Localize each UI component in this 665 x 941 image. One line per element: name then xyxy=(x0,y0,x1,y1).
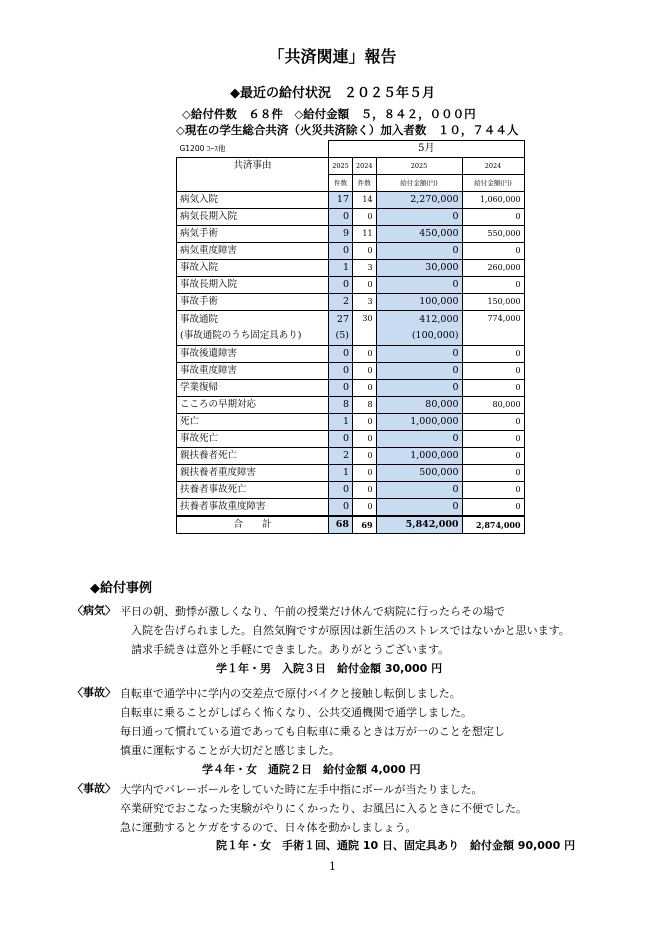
section-heading-benefit-status: ◆最近の給付状況 ２０２５年５月 xyxy=(230,86,435,101)
page-title: 「共済関連」報告 xyxy=(268,47,397,66)
case-text-line: 入院を告げられました。自然気胸ですが原因は新生活のストレスではないかと思います。 xyxy=(131,624,570,637)
table-header-row xyxy=(177,158,525,175)
table-row xyxy=(177,414,525,431)
count-2025: 1 xyxy=(329,414,353,431)
table-row xyxy=(177,243,525,260)
item-name: 事故長期入院 xyxy=(177,277,329,294)
case-text-line: 急に運動するとケガをするので、日々体を動かしましょう。 xyxy=(120,821,417,834)
amount-2025: 0 xyxy=(376,209,462,226)
case-text-line: 自転車で通学中に学内の交差点で原付バイクと接触し転倒しました。 xyxy=(120,687,461,700)
amount-2025-sub: (100,000) xyxy=(411,330,459,341)
item-header: 共済事由 xyxy=(177,158,329,192)
page-number: 1 xyxy=(329,860,336,873)
amount-2024: 0 xyxy=(462,363,524,380)
amount-2024: 0 xyxy=(462,482,524,499)
amount-2024: 0 xyxy=(462,346,524,363)
count-2024: 3 xyxy=(353,260,377,277)
year-2025-count-header: 2025 xyxy=(329,158,353,175)
case-tag: 〈事故〉 xyxy=(72,686,116,699)
count-2025: 0 xyxy=(329,277,353,294)
amount-2025: 450,000 xyxy=(376,226,462,243)
amount-2024: 80,000 xyxy=(462,397,524,414)
item-name: 事故手術 xyxy=(177,294,329,311)
amount-2024: 0 xyxy=(462,380,524,397)
amount-2025: 30,000 xyxy=(376,260,462,277)
item-name: 死亡 xyxy=(177,414,329,431)
amount-2025: 1,000,000 xyxy=(376,414,462,431)
count-2024: 14 xyxy=(353,192,377,209)
total-amount-2025: 5,842,000 xyxy=(376,516,462,534)
count-label-2025: 件数 xyxy=(329,175,353,192)
amount-2025: 80,000 xyxy=(376,397,462,414)
amount-2025: 100,000 xyxy=(376,294,462,311)
count-2024: 0 xyxy=(353,448,377,465)
table-row xyxy=(177,311,525,346)
count-2025: 0 xyxy=(329,482,353,499)
amount-2025: 2,270,000 xyxy=(376,192,462,209)
count-2025 xyxy=(329,311,353,346)
case-tag: 〈事故〉 xyxy=(72,782,116,795)
item-name: 学業復帰 xyxy=(177,380,329,397)
amount-2024: 0 xyxy=(462,277,524,294)
case-text-line: 大学内でバレーボールをしていた時に左手中指にボールが当たりました。 xyxy=(120,783,483,796)
table-row xyxy=(177,363,525,380)
item-name: 親扶養者重度障害 xyxy=(177,465,329,482)
count-2024: 0 xyxy=(353,499,377,517)
item-name: 事故後遺障害 xyxy=(177,346,329,363)
item-name-main: 事故通院 xyxy=(180,314,219,325)
amount-2024: 0 xyxy=(462,243,524,260)
case-text-line: 慎重に運転することが大切だと感じました。 xyxy=(120,744,340,757)
table-row xyxy=(177,346,525,363)
table-row xyxy=(177,277,525,294)
count-2025: 9 xyxy=(329,226,353,243)
count-2024: 11 xyxy=(353,226,377,243)
count-2024: 0 xyxy=(353,277,377,294)
case-result: 学４年・女 通院２日 給付金額 4,000 円 xyxy=(202,763,421,776)
amount-2025: 0 xyxy=(376,431,462,448)
case-text-line: 平日の朝、動悸が激しくなり、午前の授業だけ休んで病院に行ったらその場で xyxy=(120,605,505,618)
member-count-line: ◇現在の学生総合共済（火災共済除く）加入者数 １０，７４４人 xyxy=(176,123,519,137)
count-2025: 0 xyxy=(329,380,353,397)
count-2024: 0 xyxy=(353,346,377,363)
amount-2025-main: 412,000 xyxy=(419,314,459,325)
count-2025: 0 xyxy=(329,431,353,448)
amount-2025: 0 xyxy=(376,346,462,363)
item-name: こころの早期対応 xyxy=(177,397,329,414)
count-2025: 17 xyxy=(329,192,353,209)
item-name: 病気重度障害 xyxy=(177,243,329,260)
case-text-line: 毎日通って慣れている道であっても自転車に乗るときは万が一のことを想定し xyxy=(120,725,505,738)
count-label-2024: 件数 xyxy=(353,175,377,192)
count-2025: 0 xyxy=(329,346,353,363)
count-2025: 1 xyxy=(329,465,353,482)
case-text-line: 卒業研究でおこなった実験がやりにくかったり、お風呂に入るときに不便でした。 xyxy=(120,802,527,815)
count-2024: 8 xyxy=(353,397,377,414)
amount-2024: 550,000 xyxy=(462,226,524,243)
amount-label-2025: 給付金額(円) xyxy=(376,175,462,192)
item-name: 扶養者事故死亡 xyxy=(177,482,329,499)
count-2024: 0 xyxy=(353,465,377,482)
month-header: 5月 xyxy=(329,141,525,158)
amount-2024: 0 xyxy=(462,499,524,517)
item-name: 病気長期入院 xyxy=(177,209,329,226)
benefit-summary-line: ◇給付件数 ６８件 ◇給付金額 ５，８４２，０００円 xyxy=(182,107,476,121)
case-text-line: 自転車に乗ることがしばらく怖くなり、公共交通機関で通学しました。 xyxy=(120,706,472,719)
item-name: 病気手術 xyxy=(177,226,329,243)
count-2025: 1 xyxy=(329,260,353,277)
amount-2025: 0 xyxy=(376,380,462,397)
total-row xyxy=(177,516,525,534)
table-header-row xyxy=(177,141,525,158)
count-2025: 0 xyxy=(329,499,353,517)
amount-label-2024: 給付金額(円) xyxy=(462,175,524,192)
count-2025: 0 xyxy=(329,363,353,380)
case-text-line: 請求手続きは意外と手軽にできました。ありがとうございます。 xyxy=(131,643,450,656)
year-2024-amount-header: 2024 xyxy=(462,158,524,175)
count-2024: 3 xyxy=(353,294,377,311)
item-name: 事故死亡 xyxy=(177,431,329,448)
count-2024: 0 xyxy=(353,209,377,226)
case-result: 学１年・男 入院３日 給付金額 30,000 円 xyxy=(216,662,443,675)
item-name: 扶養者事故重度障害 xyxy=(177,499,329,517)
total-label: 合 計 xyxy=(177,516,329,534)
amount-2024: 0 xyxy=(462,431,524,448)
table-row xyxy=(177,448,525,465)
amount-2024: 0 xyxy=(462,448,524,465)
table-row xyxy=(177,226,525,243)
amount-2025: 1,000,000 xyxy=(376,448,462,465)
item-name: 病気入院 xyxy=(177,192,329,209)
amount-2025: 0 xyxy=(376,243,462,260)
amount-2025: 0 xyxy=(376,499,462,517)
count-2024: 0 xyxy=(353,243,377,260)
amount-2024: 150,000 xyxy=(462,294,524,311)
table-row xyxy=(177,482,525,499)
amount-2025: 0 xyxy=(376,482,462,499)
amount-2024: 260,000 xyxy=(462,260,524,277)
count-2024: 30 xyxy=(353,311,377,346)
item-name: 事故入院 xyxy=(177,260,329,277)
table-row xyxy=(177,380,525,397)
count-2025: 0 xyxy=(329,209,353,226)
total-count-2024: 69 xyxy=(353,516,377,534)
item-name-sub: (事故通院のうち固定具あり) xyxy=(180,330,302,341)
amount-2024: 0 xyxy=(462,414,524,431)
total-count-2025: 68 xyxy=(329,516,353,534)
table-row xyxy=(177,465,525,482)
item-name: 親扶養者死亡 xyxy=(177,448,329,465)
table-row xyxy=(177,431,525,448)
table-row xyxy=(177,209,525,226)
table-row xyxy=(177,499,525,517)
year-2025-amount-header: 2025 xyxy=(376,158,462,175)
count-2025: 2 xyxy=(329,294,353,311)
count-2024: 0 xyxy=(353,414,377,431)
benefit-table xyxy=(176,140,525,534)
count-2025-main: 27 xyxy=(336,314,349,325)
item-name: 事故重度障害 xyxy=(177,363,329,380)
amount-2024: 1,060,000 xyxy=(462,192,524,209)
table-row xyxy=(177,294,525,311)
table-row xyxy=(177,260,525,277)
total-amount-2024: 2,874,000 xyxy=(462,516,524,534)
cases-heading: ◆給付事例 xyxy=(90,581,152,596)
count-2024: 0 xyxy=(353,482,377,499)
amount-2025: 0 xyxy=(376,277,462,294)
amount-2025 xyxy=(376,311,462,346)
count-2025-sub: (5) xyxy=(335,330,349,341)
amount-2024: 774,000 xyxy=(462,311,524,346)
amount-2024: 0 xyxy=(462,209,524,226)
count-2025: 2 xyxy=(329,448,353,465)
amount-2025: 0 xyxy=(376,363,462,380)
count-2024: 0 xyxy=(353,431,377,448)
year-2024-count-header: 2024 xyxy=(353,158,377,175)
count-2024: 0 xyxy=(353,380,377,397)
count-2024: 0 xyxy=(353,363,377,380)
course-code: G1200 ｺｰｽ他 xyxy=(177,141,329,158)
count-2025: 8 xyxy=(329,397,353,414)
case-result: 院１年・女 手術１回、通院 10 日、固定具あり 給付金額 90,000 円 xyxy=(216,839,576,852)
table-row xyxy=(177,192,525,209)
amount-2025: 500,000 xyxy=(376,465,462,482)
item-name xyxy=(177,311,329,346)
case-tag: 〈病気〉 xyxy=(72,604,116,617)
amount-2024: 0 xyxy=(462,465,524,482)
table-row xyxy=(177,397,525,414)
count-2025: 0 xyxy=(329,243,353,260)
